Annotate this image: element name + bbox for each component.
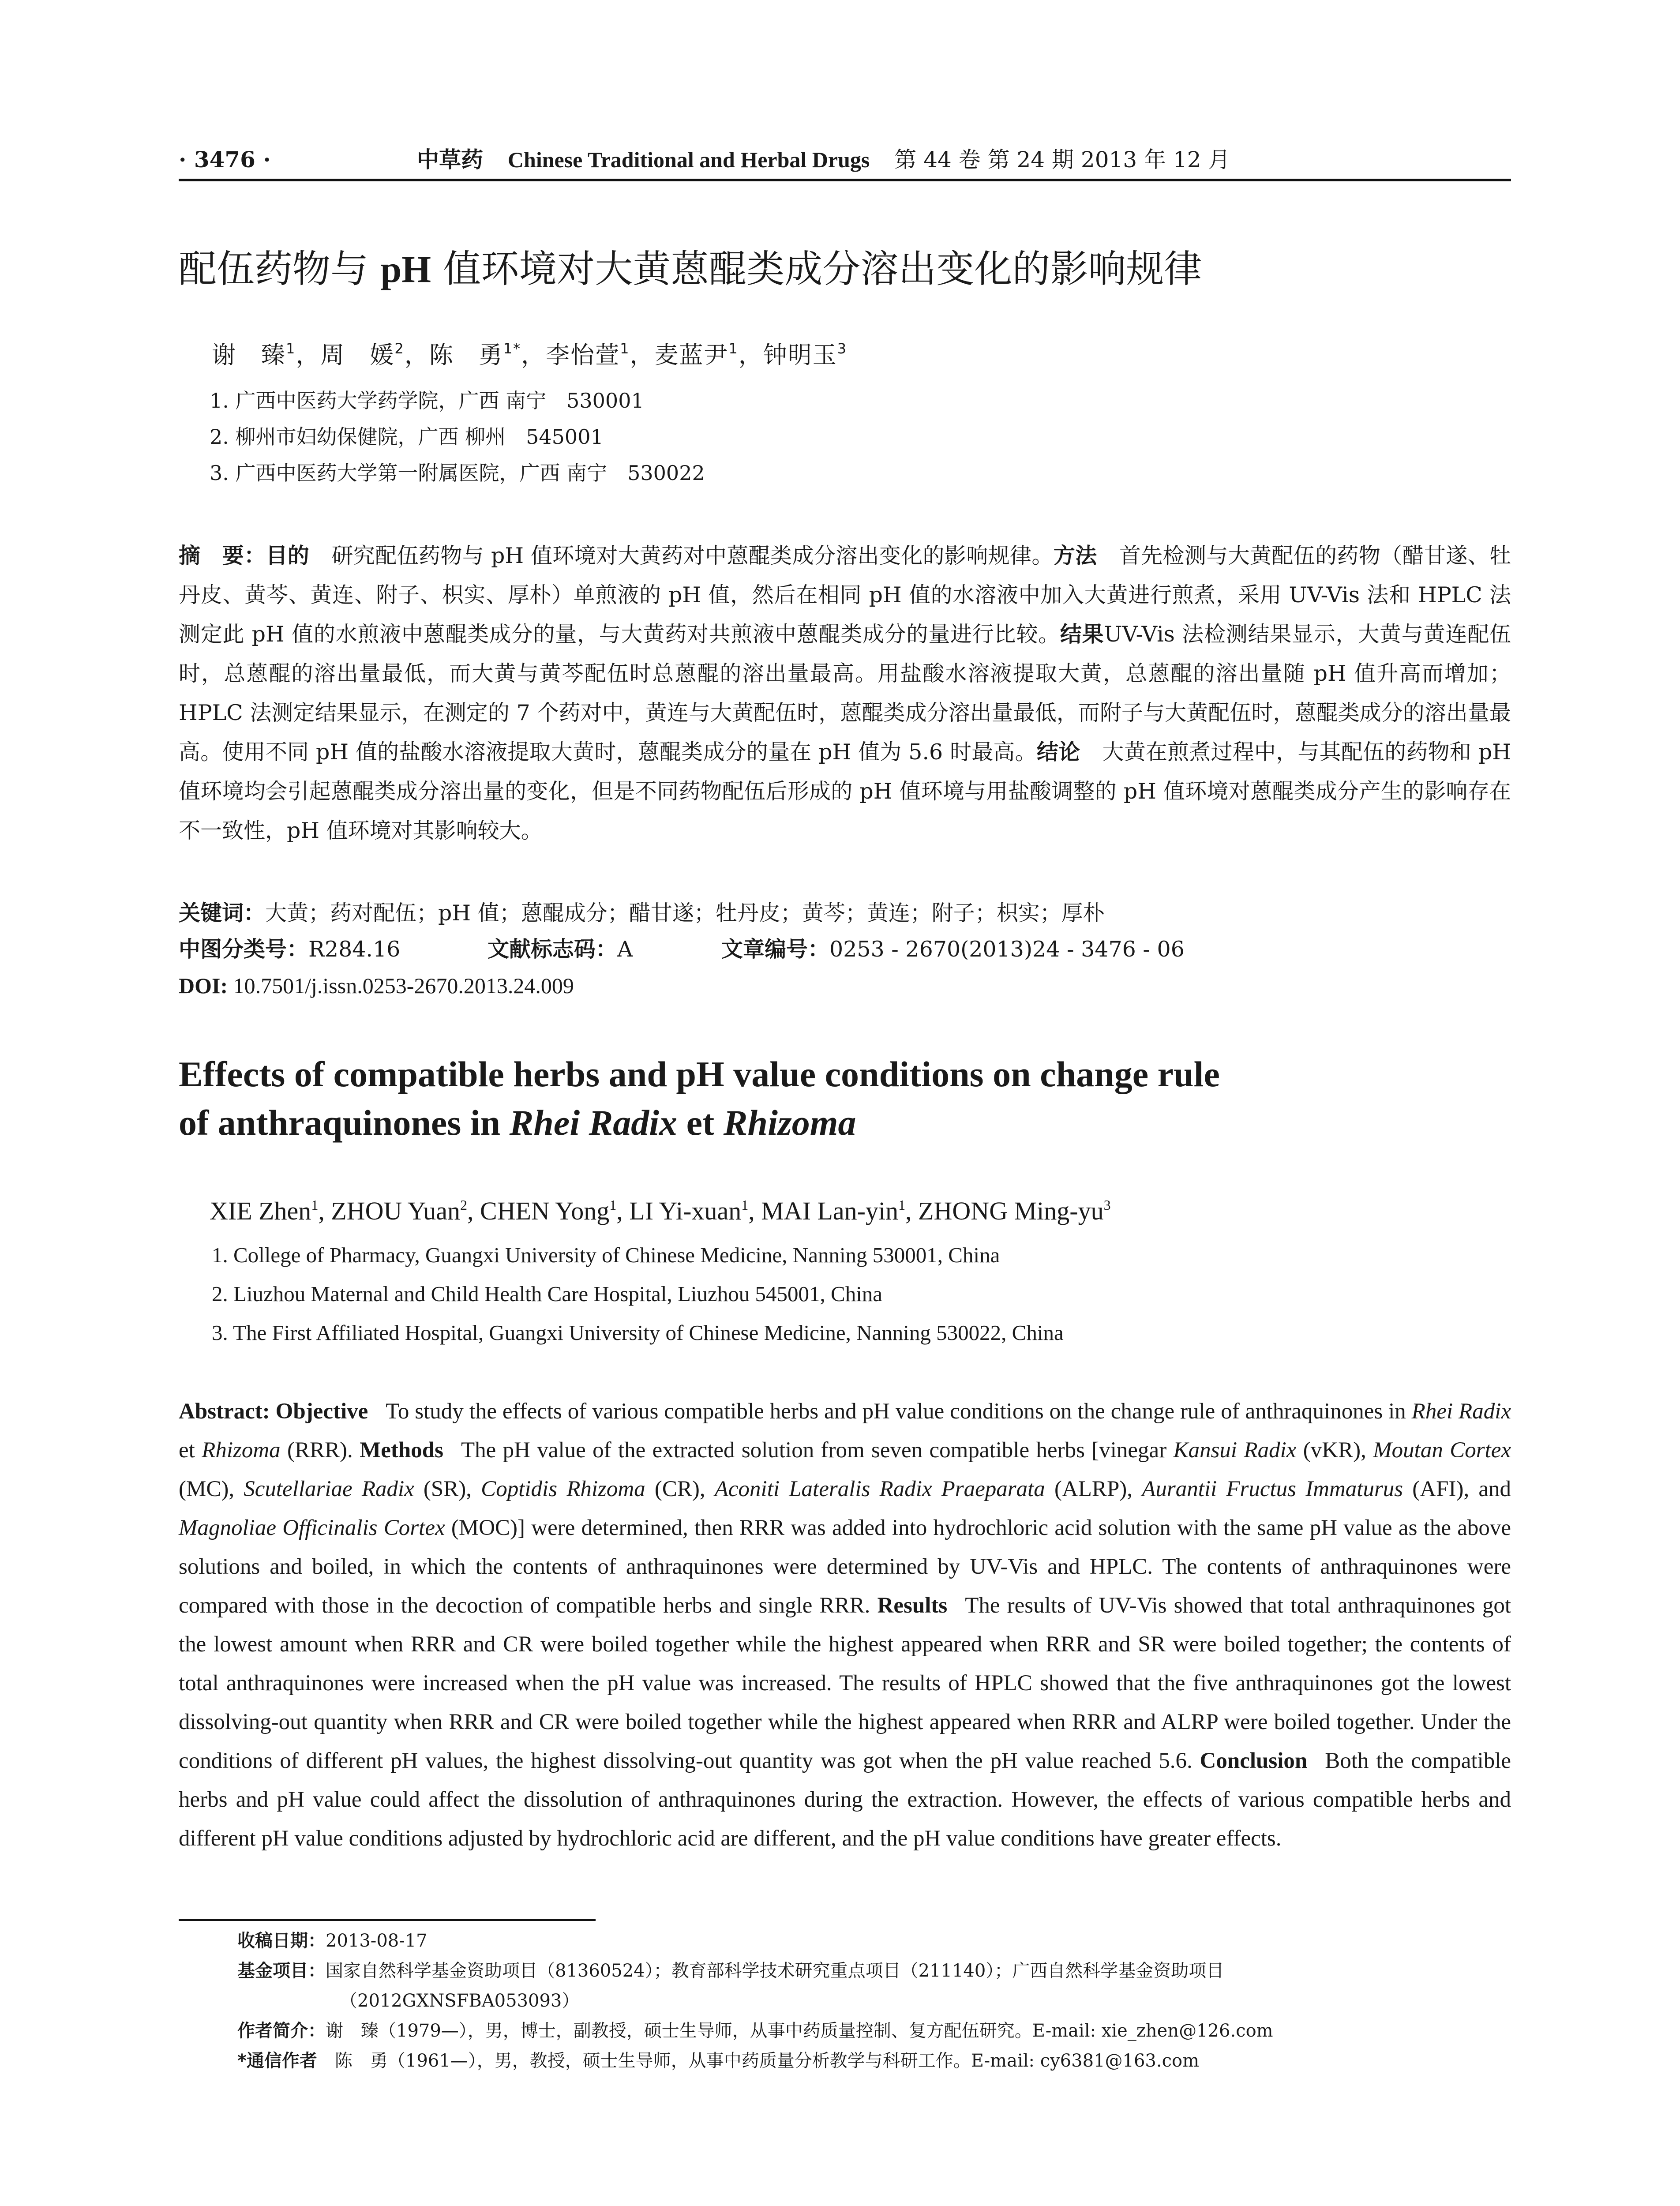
page-number: · 3476 · <box>179 146 271 173</box>
cn-methods-label: 方法 <box>1053 543 1097 568</box>
journal-name-en: Chinese Traditional and Herbal Drugs <box>507 147 870 172</box>
en-affiliation: 1. College of Pharmacy, Guangxi University of Chinese Medicine, Nanning 530001, China <box>212 1243 1000 1267</box>
cn-title-part: 值环境对大黄蒽醌类成分溶出变化的影响规律 <box>431 247 1202 291</box>
footnote-correspondence: *通信作者 陈 勇（1961—），男，教授，硕士生导师，从事中药质量分析教学与科研工作。E-mail: cy6381@163.com <box>237 2051 1200 2071</box>
cn-results-text: UV-Vis 法检测结果显示，大黄与黄连配伍时，总蒽醌的溶出量最低，而大黄与黄芩配伍时总蒽醌的溶出量最高。用盐酸水溶液提取大黄，总蒽醌的溶出量随 pH 值升高而增加；HPLC 法测定结果显示，在测定的 7 个药对中，黄连与大黄配伍时，蒽醌类成分溶出量最低，而附子与大黄配伍时，蒽醌类成分的溶出量最高。使用不同 pH 值的盐酸水溶液提取大黄时，蒽醌类成分的量在 pH 值为 5.6 时最高。 <box>179 622 1511 765</box>
footnote-received: 收稿日期：2013-08-17 <box>237 1931 428 1951</box>
cn-title <box>179 240 1511 298</box>
en-title-line: Effects of compatible herbs and pH value conditions on change rule <box>179 1054 1220 1094</box>
en-author: XIE Zhen$^1$ <box>210 1197 319 1225</box>
en-title <box>179 1050 1511 1147</box>
footnote-fund-cont: （2012GXNSFBA053093） <box>340 1991 580 2011</box>
cn-objective-label: 目的 <box>266 543 310 568</box>
cn-conclusion-text: 大黄在煎煮过程中，与其配伍的药物和 pH 值环境均会引起蒽醌类成分溶出量的变化，但是不同药物配伍后形成的 pH 值环境与用盐酸调整的 pH 值环境对蒽醌类成分产生的影响存在不一致性，pH 值环境对其影响较大。 <box>179 739 1511 843</box>
cn-methods-text: 首先检测与大黄配伍的药物（醋甘遂、牡丹皮、黄芩、黄连、附子、枳实、厚朴）单煎液的 pH 值，然后在相同 pH 值的水溶液中加入大黄进行煎煮，采用 UV-Vis 法和 HPLC 法测定此 pH 值的水煎液中蒽醌类成分的量，与大黄药对共煎液中蒽醌类成分的量进行比较。 <box>179 543 1511 647</box>
en-author: CHEN Yong$^1$ <box>480 1197 617 1225</box>
cn-affiliation: 3. 广西中医药大学第一附属医院，广西 南宁 530022 <box>210 461 705 485</box>
journal-info <box>417 142 1230 177</box>
en-author: LI Yi-xuan$^1$ <box>629 1197 749 1225</box>
en-author: MAI Lan-yin$^1$ <box>761 1197 906 1225</box>
cn-author: 钟明玉$^3$ <box>763 340 848 369</box>
keywords-text: 大黄；药对配伍；pH 值；蒽醌成分；醋甘遂；牡丹皮；黄芩；黄连；附子；枳实；厚朴 <box>265 900 1105 926</box>
cn-author: 陈 勇$^{1*}$ <box>429 340 521 369</box>
cn-keywords <box>179 896 1511 931</box>
en-methods-label: Methods <box>360 1438 443 1463</box>
keywords-label: 关键词： <box>179 900 266 926</box>
article-number-label: 文章编号： <box>721 937 830 962</box>
cn-author-list: 谢 臻$^1$，周 媛$^2$，陈 勇$^{1*}$，李怡萱$^1$，麦蓝尹$^1$，钟明玉$^3$ <box>212 340 848 369</box>
en-conclusion-label: Conclusion <box>1200 1748 1308 1773</box>
en-title-line: of anthraquinones in Rhei Radix et Rhizoma <box>179 1103 856 1143</box>
cn-author: 谢 臻$^1$ <box>212 340 296 369</box>
cn-affiliation: 1. 广西中医药大学药学院，广西 南宁 530001 <box>210 389 644 413</box>
cn-abstract-label: 摘 要： <box>179 543 266 568</box>
doi-label: DOI: <box>179 973 228 998</box>
cn-abstract <box>179 536 1511 850</box>
header-rule <box>179 179 1511 181</box>
doi-line <box>179 968 1511 1003</box>
doi-value: 10.7501/j.issn.0253-2670.2013.24.009 <box>228 973 574 998</box>
clc-value: R284.16 <box>308 937 401 962</box>
en-affiliation: 3. The First Affiliated Hospital, Guangxi University of Chinese Medicine, Nanning 530022, China <box>212 1321 1064 1345</box>
cn-title-part: 配伍药物与 <box>179 247 381 291</box>
footnote-bio: 作者简介：谢 臻（1979—），男，博士，副教授，硕士生导师，从事中药质量控制、复方配伍研究。E-mail: xie_zhen@126.com <box>237 2021 1273 2041</box>
cn-objective-text: 研究配伍药物与 pH 值环境对大黄药对中蒽醌类成分溶出变化的影响规律。 <box>331 543 1054 568</box>
issue-info: 第 44 卷 第 24 期 2013 年 12 月 <box>894 147 1230 173</box>
en-abstract-label: Abstract: Objective <box>179 1399 368 1424</box>
cn-title-ph: pH <box>380 248 431 290</box>
en-author-list: XIE Zhen$^1$, ZHOU Yuan$^2$, CHEN Yong$^1$, LI Yi-xuan$^1$, MAI Lan-yin$^1$, ZHONG Ming-$yu^3$ <box>210 1197 1111 1225</box>
doc-code-label: 文献标志码： <box>488 937 618 962</box>
en-affiliation: 2. Liuzhou Maternal and Child Health Care Hospital, Liuzhou 545001, China <box>212 1282 883 1306</box>
footnote-fund: 基金项目：国家自然科学基金资助项目（81360524）；教育部科学技术研究重点项目（211140）；广西自然科学基金资助项目 <box>237 1961 1224 1981</box>
cn-author: 周 媛$^2$ <box>320 340 405 369</box>
doc-code-value: A <box>617 937 633 962</box>
cn-author: 麦蓝尹$^1$ <box>654 340 739 369</box>
en-author: ZHONG Ming-$yu^3$ <box>918 1197 1111 1225</box>
en-results-label: Results <box>877 1593 948 1618</box>
footnote-rule <box>179 1919 596 1921</box>
cn-affiliation: 2. 柳州市妇幼保健院，广西 柳州 545001 <box>210 425 604 449</box>
cn-conclusion-label: 结论 <box>1036 739 1080 765</box>
journal-name-cn: 中草药 <box>417 146 483 173</box>
en-author: ZHOU Yuan$^2$ <box>331 1197 467 1225</box>
en-abstract: Abstract: Objective To study the effects of various compatible herbs and pH value conditions on the change rule of anthraquinones in Rhei Radix et Rhizoma (RRR). Methods The pH value of the extracted solution from seven compatible herbs [vinegar Kansui Radix (vKR), Moutan Cortex (MC), Scutellariae Radix (SR), Coptidis Rhizoma (CR), Aconiti Lateralis Radix Praeparata (ALRP), Aurantii Fructus Immaturus (AFI), and Magnoliae Officinalis Cortex (MOC)] were determined, then RRR was added into hydrochloric acid solution with the same pH value as the above solutions and boiled, in which the contents of anthraquinones were determined by UV-Vis and HPLC. The contents of anthraquinones were compared with those in the decoction of compatible herbs and single RRR. Results The results of UV-Vis showed that total anthraquinones got the lowest amount when RRR and CR were boiled together while the highest appeared when RRR and SR were boiled together; the contents of total anthraquinones were increased when the pH value was increased. The results of HPLC showed that the five anthraquinones got the lowest dissolving-out quantity when RRR and CR were boiled together while the highest appeared when RRR and ALRP were boiled together. Under the conditions of different pH values, the highest dissolving-out quantity was got when the pH value reached 5.6. Conclusion Both the compatible herbs and pH value could affect the dissolution of anthraquinones during the extraction. However, the effects of various compatible herbs and different pH value conditions adjusted by hydrochloric acid are different, and the pH value conditions have greater effects. <box>179 1399 1511 1851</box>
cn-author: 李怡萱$^1$ <box>546 340 630 369</box>
running-header <box>179 142 1511 177</box>
article-number-value: 0253 - 2670(2013)24 - 3476 - 06 <box>829 937 1185 962</box>
cn-results-label: 结果 <box>1060 622 1104 647</box>
clc-label: 中图分类号： <box>179 937 309 962</box>
